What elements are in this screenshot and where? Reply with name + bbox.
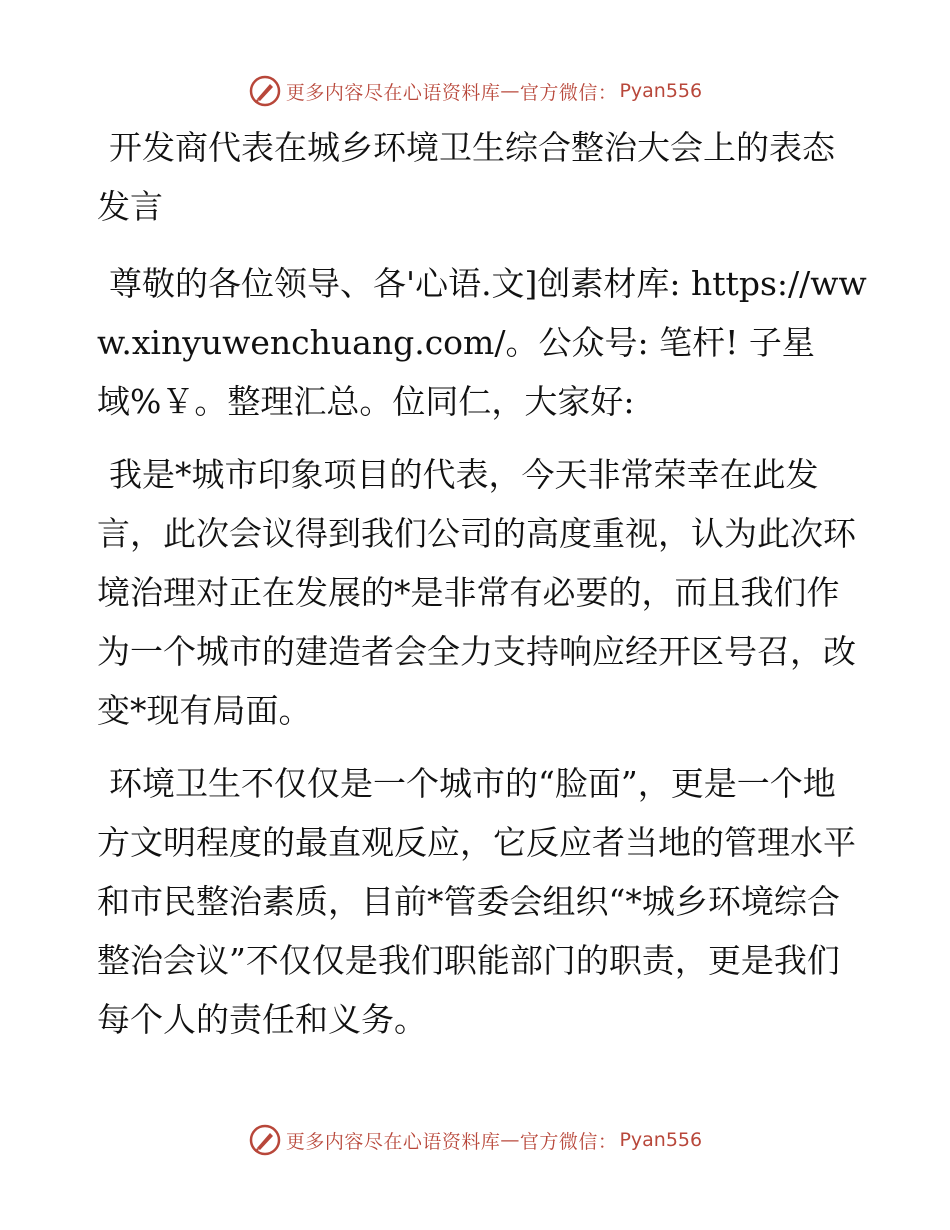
banner-wechat-label: 官方微信： <box>519 1130 618 1153</box>
header-banner <box>0 69 950 113</box>
body-paragraph: 我是*城市印象项目的代表，今天非常荣幸在此发言，此次会议得到我们公司的高度重视，认为此次环境治理对正在发展的*是非常有必要的，而且我们作为一个城市的建造者会全力支持响应经开区号召，改变*现有局面。 <box>97 455 856 730</box>
banner-separator: — <box>500 1129 520 1151</box>
document-body <box>97 118 867 1063</box>
banner-separator: — <box>500 80 520 102</box>
red-pen-logo-icon <box>248 1123 282 1157</box>
banner-wechat-id: Pyan556 <box>619 1129 703 1151</box>
banner-wechat-id: Pyan556 <box>619 80 703 102</box>
body-paragraph: 环境卫生不仅仅是一个城市的“脸面”，更是一个地方文明程度的最直观反应，它反应者当地的管理水平和市民整治素质，目前*管委会组织“*城乡环境综合整治会议”不仅仅是我们职能部门的职责，更是我们每个人的责任和义务。 <box>97 764 856 1039</box>
red-pen-logo-icon <box>248 74 282 108</box>
greeting-paragraph: 尊敬的各位领导、各'心语.文]创素材库: https://www.xinyuwenchuang.com/。公众号: 笔杆! 子星域%￥。整理汇总。位同仁，大家好: <box>97 264 867 421</box>
banner-brand-text: 更多内容尽在心语资料库 <box>285 1130 501 1153</box>
banner-wechat-label: 官方微信： <box>519 81 618 104</box>
footer-banner <box>0 1118 950 1162</box>
banner-brand-text: 更多内容尽在心语资料库 <box>285 81 501 104</box>
document-title: 开发商代表在城乡环境卫生综合整治大会上的表态发言 <box>97 128 835 226</box>
